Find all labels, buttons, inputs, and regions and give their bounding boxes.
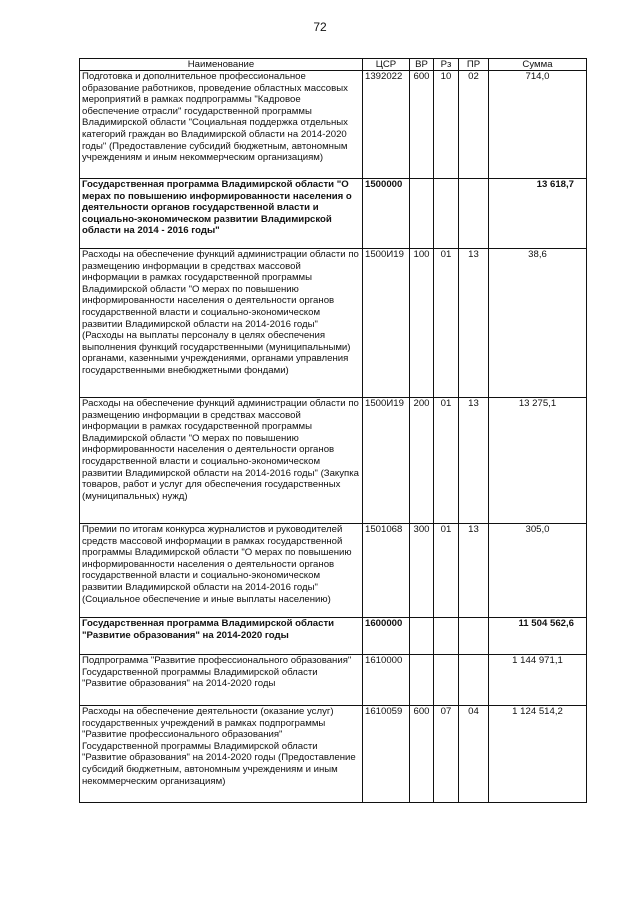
row-rz: 01 [434,398,459,524]
header-pr: ПР [459,59,489,71]
budget-table [79,58,587,803]
row-sum: 11 504 562,6 [489,618,587,655]
row-sum: 13 275,1 [489,398,587,524]
row-rz [434,618,459,655]
table-header-row [80,59,587,71]
row-rz [434,179,459,249]
row-name: Государственная программа Владимирской области "Развитие образования" на 2014-2020 годы [80,618,363,655]
header-sum: Сумма [489,59,587,71]
row-sum: 13 618,7 [489,179,587,249]
row-pr: 13 [459,398,489,524]
row-vr [410,179,434,249]
row-pr: 04 [459,706,489,803]
row-rz: 07 [434,706,459,803]
row-vr [410,655,434,706]
row-csr: 1600000 [363,618,410,655]
page-number: 72 [313,20,327,34]
row-rz: 01 [434,249,459,398]
row-csr: 1610059 [363,706,410,803]
row-vr [410,618,434,655]
row-pr: 13 [459,524,489,618]
row-csr: 1610000 [363,655,410,706]
row-csr: 1500000 [363,179,410,249]
row-vr: 600 [410,706,434,803]
table-row [80,398,587,524]
table-row [80,655,587,706]
row-pr [459,179,489,249]
table-row [80,706,587,803]
row-csr: 1500И19 [363,398,410,524]
row-rz: 10 [434,71,459,179]
row-csr: 1392022 [363,71,410,179]
row-pr: 13 [459,249,489,398]
header-rz: Рз [434,59,459,71]
row-vr: 300 [410,524,434,618]
row-sum: 1 124 514,2 [489,706,587,803]
header-name: Наименование [80,59,363,71]
row-name: Расходы на обеспечение функций администрации области по размещению информации в средствах массовой информации в рамках государственной программы Владимирской области "О мерах по повышению информированности населения о деятельности органов государственной власти и социально-экономическом развитии Владимирской области на 2014-2016 годы" (Расходы на выплаты персоналу в целях обеспечения выполнения функций государственными (муниципальными) органами, казенными учреждениями, органами управления государственными внебюджетными фондами) [80,249,363,398]
row-sum: 38,6 [489,249,587,398]
row-name: Расходы на обеспечение функций администрации области по размещению информации в средствах массовой информации в рамках государственной программы Владимирской области "О мерах по повышению информированности населения о деятельности органов государственной власти и социально-экономическом развитии Владимирской области на 2014-2016 годы" (Закупка товаров, работ и услуг для обеспечения государственных (муниципальных) нужд) [80,398,363,524]
row-name: Расходы на обеспечение деятельности (оказание услуг) государственных учреждений в рамках подпрограммы "Развитие профессионального образования" Государственной программы Владимирской области "Развитие образования" на 2014-2020 годы (Предоставление субсидий бюджетным, автономным учреждениям и иным некоммерческим организациям) [80,706,363,803]
table-row [80,249,587,398]
row-name: Государственная программа Владимирской области "О мерах по повышению информированности населения о деятельности органов государственной власти и социально-экономическом развитии Владимирской области на 2014 - 2016 годы" [80,179,363,249]
row-vr: 100 [410,249,434,398]
row-vr: 200 [410,398,434,524]
row-sum: 1 144 971,1 [489,655,587,706]
row-csr: 1501068 [363,524,410,618]
row-pr [459,655,489,706]
row-name: Подготовка и дополнительное профессиональное образование работников, проведение областных массовых мероприятий в рамках подпрограммы "Кадровое обеспечение отрасли" государственной программы Владимирской области "Социальная поддержка отдельных категорий граждан во Владимирской области на 2014-2020 годы" (Предоставление субсидий бюджетным, автономным учреждениям и иным некоммерческим организациям) [80,71,363,179]
table-row [80,618,587,655]
row-pr: 02 [459,71,489,179]
header-vr: ВР [410,59,434,71]
row-name: Премии по итогам конкурса журналистов и руководителей средств массовой информации в рамках государственной программы Владимирской области "О мерах по повышению информированности населения о деятельности органов государственной власти и социально-экономическом развитии Владимирской области на 2014-2016 годы" (Социальное обеспечение и иные выплаты населению) [80,524,363,618]
row-sum: 714,0 [489,71,587,179]
row-rz [434,655,459,706]
row-vr: 600 [410,71,434,179]
row-csr: 1500И19 [363,249,410,398]
header-csr: ЦСР [363,59,410,71]
row-sum: 305,0 [489,524,587,618]
table-row [80,524,587,618]
row-name: Подпрограмма "Развитие профессионального образования" Государственной программы Владимирской области "Развитие образования" на 2014-2020 годы [80,655,363,706]
table-row [80,71,587,179]
table-row [80,179,587,249]
row-rz: 01 [434,524,459,618]
row-pr [459,618,489,655]
